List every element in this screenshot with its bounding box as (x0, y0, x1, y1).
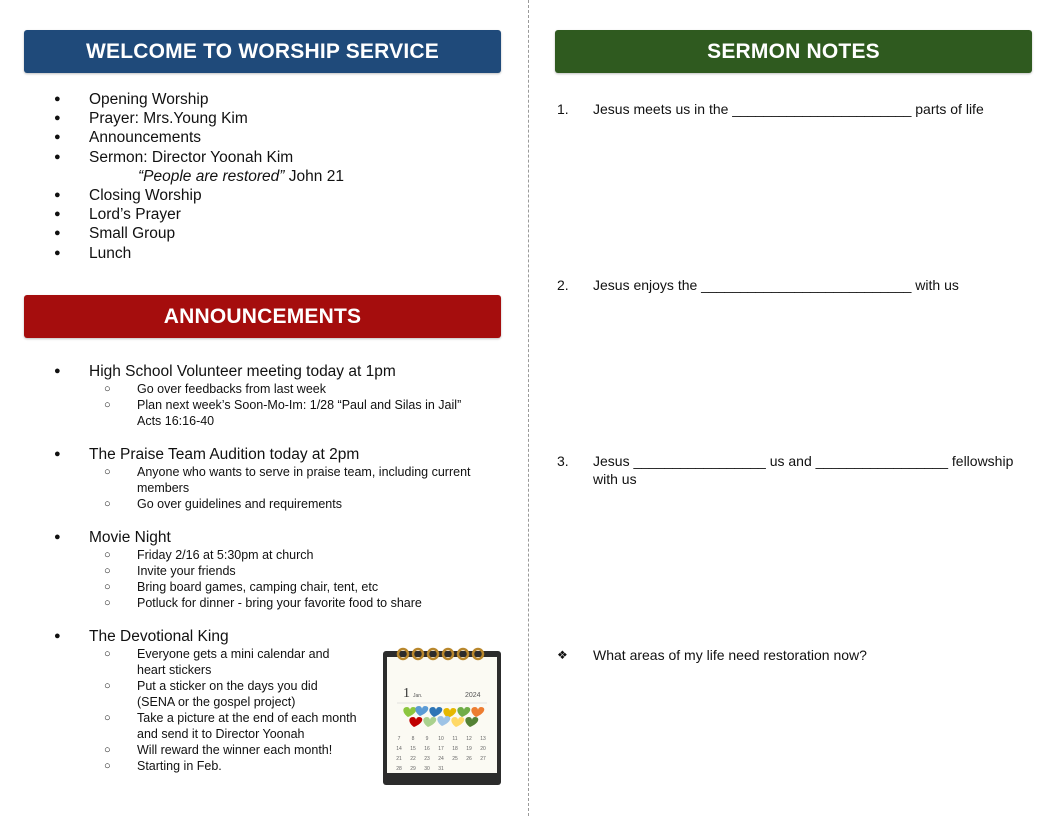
fold-divider (528, 0, 529, 816)
announcement-detail: ○ Will reward the winner each month! (54, 742, 377, 758)
announcement-title: ● The Praise Team Audition today at 2pm (54, 445, 504, 464)
announcement-item (54, 627, 384, 774)
calendar-date: 8 (411, 736, 415, 742)
calendar-date: 17 (438, 746, 444, 752)
mini-calendar-photo (383, 645, 501, 785)
calendar-date: 19 (466, 746, 472, 752)
announcement-detail: ○ Anyone who wants to serve in praise team, including current members (54, 464, 497, 496)
note-question-2 (557, 276, 1037, 296)
calendar-date: 29 (410, 766, 416, 772)
calendar-date: 16 (424, 746, 430, 752)
announcement-title: ● High School Volunteer meeting today at 1pm (54, 362, 504, 381)
order-item: ● Announcements (54, 128, 344, 147)
announcement-details (54, 381, 504, 429)
announcement-title: ● The Devotional King (54, 627, 384, 646)
order-item: ● Opening Worship (54, 90, 344, 109)
calendar-date: 12 (466, 736, 472, 742)
calendar-date: 20 (480, 746, 486, 752)
announcement-item (54, 362, 504, 429)
calendar-date: 10 (438, 736, 444, 742)
order-of-service (54, 90, 344, 263)
calendar-date: 23 (424, 756, 430, 762)
question-text: Jesus _________________ us and _________________ fellowship (593, 453, 1014, 469)
announcement-item (54, 445, 504, 512)
welcome-title: WELCOME TO WORSHIP SERVICE (86, 39, 439, 63)
calendar-date: 25 (452, 756, 458, 762)
announcement-details (54, 547, 504, 611)
calendar-date: 30 (424, 766, 430, 772)
order-item: ● Prayer: Mrs.Young Kim (54, 109, 344, 128)
question-number: 2. (557, 277, 569, 293)
order-item: ● Closing Worship (54, 186, 344, 205)
sermon-title: “People are restored” (138, 167, 285, 185)
question-text-continued: with us (593, 471, 637, 487)
announcement-detail: ○ Take a picture at the end of each month and send it to Director Yoonah (54, 710, 377, 742)
calendar-date: 13 (480, 736, 486, 742)
announcement-details (54, 464, 504, 512)
calendar-date: 18 (452, 746, 458, 752)
calendar-date: 22 (410, 756, 416, 762)
calendar-date: 26 (466, 756, 472, 762)
announcement-detail: ○ Starting in Feb. (54, 758, 384, 774)
welcome-banner (24, 30, 501, 73)
note-question-3 (557, 452, 1047, 492)
calendar-date: 11 (452, 736, 458, 742)
sermon-reference: John 21 (284, 167, 344, 185)
calendar-day: 1 (403, 686, 410, 701)
sermon-notes-title: SERMON NOTES (707, 39, 880, 63)
question-text: Jesus meets us in the _______________________ parts of life (593, 101, 984, 117)
calendar-date: 31 (438, 766, 444, 772)
question-number: 3. (557, 453, 569, 469)
reflection-text: What areas of my life need restoration now? (593, 647, 867, 663)
calendar-date: 28 (396, 766, 402, 772)
calendar-month: Jan. (413, 693, 423, 699)
calendar-date: 15 (410, 746, 416, 752)
announcements-banner (24, 295, 501, 338)
sermon-notes-banner (555, 30, 1032, 73)
announcement-detail: ○ Friday 2/16 at 5:30pm at church (54, 547, 504, 563)
announcement-detail: ○ Go over guidelines and requirements (54, 496, 504, 512)
sermon-title-line (54, 167, 344, 186)
question-number: 1. (557, 101, 569, 117)
calendar-date: 9 (425, 736, 429, 742)
calendar-date: 21 (396, 756, 402, 762)
order-item: ● Lunch (54, 244, 344, 263)
announcement-detail: ○ Plan next week’s Soon-Mo-Im: 1/28 “Paul and Silas in Jail” Acts 16:16-40 (54, 397, 467, 429)
diamond-bullet-icon: ❖ (557, 648, 568, 662)
announcement-detail: ○ Invite your friends (54, 563, 504, 579)
announcement-item (54, 528, 504, 611)
order-item: ● Sermon: Director Yoonah Kim (54, 148, 344, 167)
calendar-year: 2024 (465, 692, 481, 699)
reflection-prompt (557, 646, 1037, 666)
calendar-date: 27 (480, 756, 486, 762)
announcement-title: ● Movie Night (54, 528, 504, 547)
announcement-detail: ○ Put a sticker on the days you did (SENA or the gospel project) (54, 678, 352, 710)
announcements-title: ANNOUNCEMENTS (163, 304, 362, 328)
order-item: ● Small Group (54, 224, 344, 243)
calendar-date: 24 (438, 756, 444, 762)
question-text: Jesus enjoys the ___________________________ with us (593, 277, 959, 293)
announcement-detail: ○ Everyone gets a mini calendar and heart stickers (54, 646, 352, 678)
announcement-detail: ○ Go over feedbacks from last week (54, 381, 504, 397)
calendar-date: 14 (396, 746, 402, 752)
calendar-date: 7 (397, 736, 401, 742)
note-question-1 (557, 100, 1037, 120)
order-item: ● Lord’s Prayer (54, 205, 344, 224)
announcement-detail: ○ Potluck for dinner - bring your favorite food to share (54, 595, 504, 611)
announcement-detail: ○ Bring board games, camping chair, tent, etc (54, 579, 504, 595)
announcement-details (54, 646, 384, 774)
